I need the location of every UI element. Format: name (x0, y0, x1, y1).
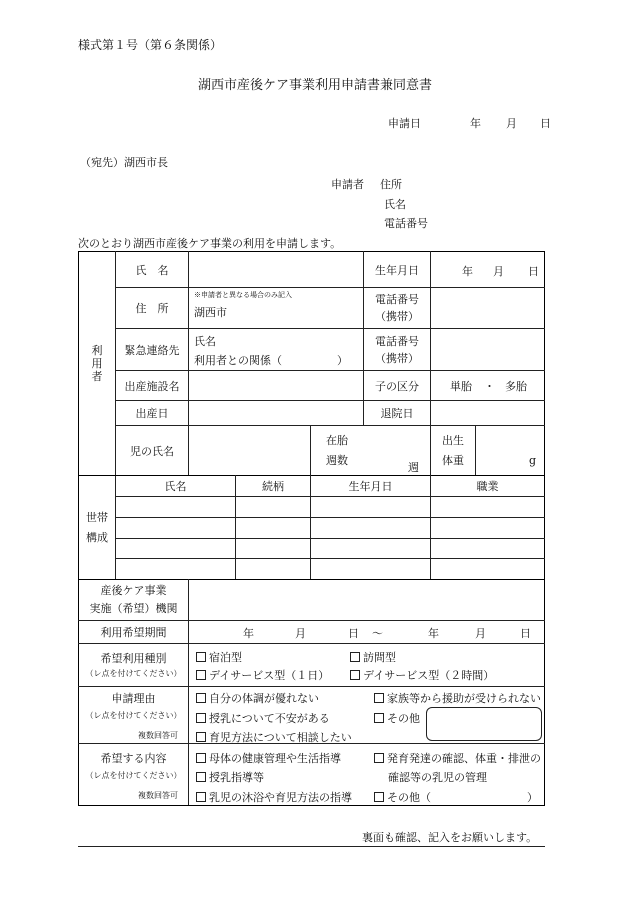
period-label: 利用希望期間 (100, 626, 167, 639)
content-bathing[interactable]: 乳児の沐浴や育児方法の指導 (196, 789, 352, 805)
address-prefix[interactable]: 湖西市 (194, 306, 227, 319)
checkbox-icon[interactable] (374, 792, 384, 802)
checkbox-icon[interactable] (196, 792, 206, 802)
emergency-phone-label: 電話番号 （携帯） (375, 334, 419, 365)
period-tilde: ～ (372, 627, 383, 640)
content-feeding[interactable]: 授乳指導等 (196, 769, 264, 785)
checkbox-icon[interactable] (196, 652, 206, 662)
content-other-close: ） (527, 791, 538, 804)
apply-year: 年 (470, 117, 481, 130)
page-title: 湖西市産後ケア事業利用申請書兼同意書 (198, 78, 433, 93)
type-option-visit[interactable]: 訪問型 (350, 649, 396, 665)
applicant-phone[interactable]: 電話番号 (384, 217, 428, 230)
applicant-address[interactable]: 住所 (380, 178, 402, 191)
checkbox-icon[interactable] (374, 713, 384, 723)
reasons-multi: 複数回答可 (138, 731, 178, 740)
user-phone-label: 電話番号 （携帯） (375, 293, 419, 323)
types-note: （レ点を付けてください） (85, 669, 182, 678)
contents-label: 希望する内容 (100, 752, 167, 765)
content-other[interactable]: その他（ (374, 789, 431, 805)
checkbox-icon[interactable] (196, 772, 206, 782)
household-section-label: 世帯 構成 (86, 510, 108, 544)
facility-label: 出産施設名 (124, 379, 180, 393)
types-label: 希望利用種別 (100, 652, 167, 665)
checkbox-icon[interactable] (196, 732, 206, 742)
child-name-label: 児の氏名 (130, 444, 174, 458)
birth-weight-label: 出生 体重 (442, 433, 464, 467)
household-header-relation: 続柄 (262, 480, 284, 493)
weeks-unit: 週 (408, 461, 419, 474)
checkbox-icon[interactable] (196, 713, 206, 723)
apply-date-label: 申請日 (388, 117, 421, 130)
applicant-name[interactable]: 氏名 (384, 198, 406, 211)
apply-day: 日 (540, 117, 551, 130)
household-header-birth: 生年月日 (348, 480, 393, 493)
user-birth-month: 月 (493, 265, 504, 278)
footer-note: 裏面も確認、記入をお願いします。 (362, 831, 538, 844)
user-birth-year: 年 (462, 265, 473, 278)
checkbox-icon[interactable] (374, 753, 384, 763)
gestation-label: 在胎 週数 (326, 433, 348, 467)
type-option-day-2h[interactable]: デイサービス型（２時間） (350, 667, 494, 683)
reason-other-input[interactable] (426, 707, 542, 741)
contents-multi: 複数回答可 (138, 791, 178, 800)
reason-feeding[interactable]: 授乳について不安がある (196, 710, 330, 726)
reason-no-support[interactable]: 家族等から援助が受けられない (374, 690, 541, 706)
reason-health[interactable]: 自分の体調が優れない (196, 690, 319, 706)
user-birth-day: 日 (528, 265, 539, 278)
period-to-year: 年 (428, 627, 439, 640)
apply-month: 月 (506, 117, 517, 130)
checkbox-icon[interactable] (196, 753, 206, 763)
child-type-label: 子の区分 (375, 379, 419, 393)
checkbox-icon[interactable] (196, 670, 206, 680)
footer-divider (78, 846, 545, 847)
contents-note: （レ点を付けてください） (85, 771, 182, 780)
user-birth-label: 生年月日 (375, 263, 419, 277)
emergency-relation[interactable]: 利用者との関係（ ） (194, 354, 348, 367)
reason-parenting[interactable]: 育児方法について相談したい (196, 729, 352, 745)
reason-other[interactable]: その他 (374, 710, 420, 726)
intro-text: 次のとおり湖西市産後ケア事業の利用を申請します。 (78, 237, 342, 250)
reasons-label: 申請理由 (111, 692, 156, 705)
period-to-month: 月 (475, 627, 486, 640)
provider-label: 産後ケア事業 実施（希望）機関 (89, 584, 178, 615)
content-maternal-care[interactable]: 母体の健康管理や生活指導 (196, 750, 341, 766)
address-note: ※申請者と異なる場合のみ記入 (194, 291, 292, 299)
user-section-label: 利 用 者 (91, 344, 103, 383)
child-type-dot: ・ (484, 380, 495, 393)
child-type-single[interactable]: 単胎 (450, 380, 472, 393)
checkbox-icon[interactable] (350, 652, 360, 662)
weight-unit: g (529, 454, 537, 467)
user-name-label: 氏 名 (135, 263, 169, 277)
household-header-name: 氏名 (164, 480, 187, 493)
discharge-label: 退院日 (380, 407, 414, 420)
period-from-day: 日 (348, 627, 359, 640)
user-address-label: 住 所 (135, 302, 169, 315)
child-type-multi[interactable]: 多胎 (505, 380, 527, 393)
form-number: 様式第１号（第６条関係） (78, 38, 223, 52)
type-option-day-full[interactable]: デイサービス型（１日） (196, 667, 329, 683)
type-option-stay[interactable]: 宿泊型 (196, 649, 242, 665)
birth-day-label: 出産日 (135, 407, 169, 420)
emergency-label: 緊急連絡先 (124, 343, 180, 357)
content-infant-check[interactable]: 発育発達の確認、体重・排泄の (374, 750, 541, 766)
household-header-job: 職業 (476, 480, 499, 493)
period-from-year: 年 (243, 627, 254, 640)
addressee: （宛先）湖西市長 (80, 156, 168, 169)
emergency-name[interactable]: 氏名 (194, 335, 216, 348)
reasons-note: （レ点を付けてください） (85, 711, 182, 720)
content-infant-check-cont: 確認等の乳児の管理 (388, 771, 487, 784)
period-from-month: 月 (295, 627, 306, 640)
checkbox-icon[interactable] (350, 670, 360, 680)
checkbox-icon[interactable] (374, 693, 384, 703)
period-to-day: 日 (520, 627, 531, 640)
checkbox-icon[interactable] (196, 693, 206, 703)
applicant-label: 申請者 (331, 178, 364, 191)
